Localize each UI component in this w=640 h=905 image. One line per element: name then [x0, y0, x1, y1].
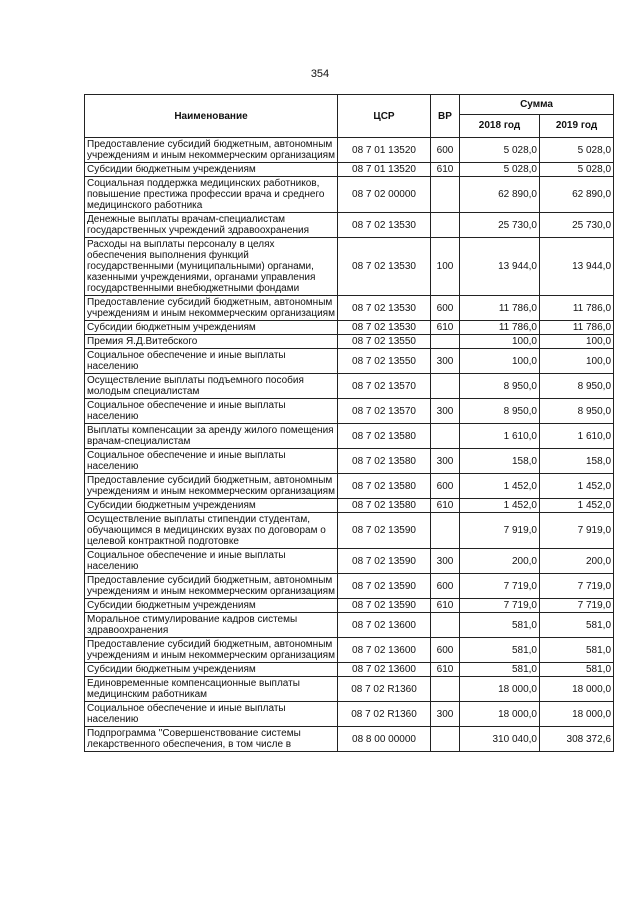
table-row	[85, 513, 614, 549]
row-vr-cell: 610	[431, 663, 460, 677]
table-row	[85, 613, 614, 638]
budget-table	[84, 94, 614, 752]
row-csr-cell: 08 7 02 13590	[338, 549, 431, 574]
row-name-cell: Социальное обеспечение и иные выплаты населению	[85, 549, 338, 574]
row-amount-2018-cell: 18 000,0	[460, 702, 540, 727]
table-row	[85, 335, 614, 349]
row-csr-cell: 08 7 02 13590	[338, 574, 431, 599]
row-vr-cell	[431, 727, 460, 752]
row-csr-cell: 08 7 02 13580	[338, 449, 431, 474]
row-csr-cell: 08 7 02 13550	[338, 335, 431, 349]
row-csr-cell: 08 7 02 13570	[338, 399, 431, 424]
row-name-cell: Предоставление субсидий бюджетным, автономным учреждениям и иным некоммерческим организациям	[85, 138, 338, 163]
table-row	[85, 374, 614, 399]
row-csr-cell: 08 7 02 R1360	[338, 677, 431, 702]
table-row	[85, 349, 614, 374]
row-amount-2019-cell: 13 944,0	[540, 238, 614, 296]
row-name-cell: Премия Я.Д.Витебского	[85, 335, 338, 349]
table-body	[85, 138, 614, 752]
row-csr-cell: 08 7 02 13580	[338, 474, 431, 499]
row-amount-2019-cell: 7 719,0	[540, 599, 614, 613]
row-amount-2018-cell: 1 452,0	[460, 499, 540, 513]
row-vr-cell: 600	[431, 138, 460, 163]
row-amount-2018-cell: 158,0	[460, 449, 540, 474]
row-amount-2018-cell: 13 944,0	[460, 238, 540, 296]
row-amount-2018-cell: 1 610,0	[460, 424, 540, 449]
row-amount-2018-cell: 100,0	[460, 335, 540, 349]
row-vr-cell	[431, 335, 460, 349]
row-name-cell: Социальное обеспечение и иные выплаты населению	[85, 449, 338, 474]
row-vr-cell: 300	[431, 449, 460, 474]
row-amount-2018-cell: 7 919,0	[460, 513, 540, 549]
row-amount-2018-cell: 7 719,0	[460, 574, 540, 599]
row-amount-2018-cell: 8 950,0	[460, 399, 540, 424]
row-csr-cell: 08 7 02 R1360	[338, 702, 431, 727]
row-amount-2019-cell: 18 000,0	[540, 702, 614, 727]
row-amount-2019-cell: 581,0	[540, 663, 614, 677]
row-amount-2018-cell: 18 000,0	[460, 677, 540, 702]
row-csr-cell: 08 7 02 13600	[338, 638, 431, 663]
row-csr-cell: 08 7 02 13600	[338, 613, 431, 638]
row-amount-2019-cell: 11 786,0	[540, 296, 614, 321]
row-vr-cell	[431, 613, 460, 638]
row-name-cell: Субсидии бюджетным учреждениям	[85, 163, 338, 177]
row-name-cell: Социальное обеспечение и иные выплаты населению	[85, 399, 338, 424]
row-vr-cell: 610	[431, 499, 460, 513]
header-year-2018: 2018 год	[460, 114, 540, 137]
row-amount-2018-cell: 100,0	[460, 349, 540, 374]
table-row	[85, 638, 614, 663]
table-row	[85, 663, 614, 677]
table-row	[85, 449, 614, 474]
table-row	[85, 163, 614, 177]
row-amount-2018-cell: 11 786,0	[460, 321, 540, 335]
row-name-cell: Социальное обеспечение и иные выплаты населению	[85, 349, 338, 374]
row-amount-2019-cell: 1 452,0	[540, 474, 614, 499]
row-amount-2019-cell: 200,0	[540, 549, 614, 574]
table-row	[85, 549, 614, 574]
row-vr-cell	[431, 213, 460, 238]
row-amount-2018-cell: 5 028,0	[460, 138, 540, 163]
row-name-cell: Выплаты компенсации за аренду жилого помещения врачам-специалистам	[85, 424, 338, 449]
row-vr-cell	[431, 374, 460, 399]
row-name-cell: Предоставление субсидий бюджетным, автономным учреждениям и иным некоммерческим организациям	[85, 638, 338, 663]
header-vr: ВР	[431, 95, 460, 138]
row-amount-2019-cell: 1 452,0	[540, 499, 614, 513]
header-name: Наименование	[85, 95, 338, 138]
row-amount-2018-cell: 8 950,0	[460, 374, 540, 399]
table-row	[85, 177, 614, 213]
row-amount-2018-cell: 581,0	[460, 663, 540, 677]
table-row	[85, 296, 614, 321]
row-amount-2019-cell: 25 730,0	[540, 213, 614, 238]
row-vr-cell: 300	[431, 399, 460, 424]
row-vr-cell: 300	[431, 702, 460, 727]
row-name-cell: Денежные выплаты врачам-специалистам государственных учреждений здравоохранения	[85, 213, 338, 238]
table-row	[85, 474, 614, 499]
row-amount-2018-cell: 310 040,0	[460, 727, 540, 752]
row-vr-cell	[431, 424, 460, 449]
row-name-cell: Подпрограмма "Совершенствование системы лекарственного обеспечения, в том числе в	[85, 727, 338, 752]
row-amount-2018-cell: 11 786,0	[460, 296, 540, 321]
row-csr-cell: 08 7 02 13530	[338, 213, 431, 238]
row-name-cell: Осуществление выплаты стипендии студентам, обучающимся в медицинских вузах по договорам о целевой контрактной подготовке	[85, 513, 338, 549]
row-csr-cell: 08 7 02 13590	[338, 513, 431, 549]
row-amount-2019-cell: 100,0	[540, 335, 614, 349]
row-amount-2019-cell: 5 028,0	[540, 138, 614, 163]
table-row	[85, 399, 614, 424]
table-row	[85, 321, 614, 335]
row-name-cell: Единовременные компенсационные выплаты медицинским работникам	[85, 677, 338, 702]
row-vr-cell: 600	[431, 638, 460, 663]
row-amount-2019-cell: 581,0	[540, 638, 614, 663]
row-vr-cell	[431, 177, 460, 213]
row-amount-2019-cell: 158,0	[540, 449, 614, 474]
row-name-cell: Моральное стимулирование кадров системы здравоохранения	[85, 613, 338, 638]
row-csr-cell: 08 7 02 13530	[338, 321, 431, 335]
row-amount-2019-cell: 100,0	[540, 349, 614, 374]
row-vr-cell	[431, 513, 460, 549]
table-row	[85, 424, 614, 449]
table-row	[85, 677, 614, 702]
row-amount-2018-cell: 7 719,0	[460, 599, 540, 613]
row-csr-cell: 08 8 00 00000	[338, 727, 431, 752]
table-row	[85, 499, 614, 513]
row-name-cell: Расходы на выплаты персоналу в целях обеспечения выполнения функций государственными (муниципальными) органами, казенными учреждениями, органами управления государственными внебюджетными фондами	[85, 238, 338, 296]
row-csr-cell: 08 7 02 13580	[338, 424, 431, 449]
row-amount-2018-cell: 25 730,0	[460, 213, 540, 238]
row-csr-cell: 08 7 02 13570	[338, 374, 431, 399]
row-vr-cell: 600	[431, 474, 460, 499]
header-csr: ЦСР	[338, 95, 431, 138]
row-vr-cell: 600	[431, 296, 460, 321]
row-name-cell: Субсидии бюджетным учреждениям	[85, 663, 338, 677]
row-amount-2018-cell: 1 452,0	[460, 474, 540, 499]
table-row	[85, 574, 614, 599]
table-row	[85, 599, 614, 613]
row-amount-2019-cell: 581,0	[540, 613, 614, 638]
row-amount-2019-cell: 5 028,0	[540, 163, 614, 177]
row-name-cell: Социальное обеспечение и иные выплаты населению	[85, 702, 338, 727]
row-name-cell: Предоставление субсидий бюджетным, автономным учреждениям и иным некоммерческим организациям	[85, 574, 338, 599]
row-name-cell: Предоставление субсидий бюджетным, автономным учреждениям и иным некоммерческим организациям	[85, 296, 338, 321]
row-vr-cell: 100	[431, 238, 460, 296]
row-csr-cell: 08 7 02 13600	[338, 663, 431, 677]
row-amount-2019-cell: 308 372,6	[540, 727, 614, 752]
row-amount-2018-cell: 5 028,0	[460, 163, 540, 177]
row-csr-cell: 08 7 01 13520	[338, 163, 431, 177]
row-name-cell: Субсидии бюджетным учреждениям	[85, 499, 338, 513]
row-vr-cell: 610	[431, 321, 460, 335]
table-row	[85, 238, 614, 296]
row-csr-cell: 08 7 02 13530	[338, 296, 431, 321]
row-amount-2018-cell: 581,0	[460, 613, 540, 638]
row-amount-2019-cell: 11 786,0	[540, 321, 614, 335]
header-sum: Сумма	[460, 95, 614, 115]
row-amount-2019-cell: 7 719,0	[540, 574, 614, 599]
row-name-cell: Субсидии бюджетным учреждениям	[85, 321, 338, 335]
table-row	[85, 138, 614, 163]
row-csr-cell: 08 7 01 13520	[338, 138, 431, 163]
row-name-cell: Социальная поддержка медицинских работников, повышение престижа профессии врача и среднего медицинского работника	[85, 177, 338, 213]
row-csr-cell: 08 7 02 13550	[338, 349, 431, 374]
row-name-cell: Предоставление субсидий бюджетным, автономным учреждениям и иным некоммерческим организациям	[85, 474, 338, 499]
row-amount-2018-cell: 200,0	[460, 549, 540, 574]
row-vr-cell: 600	[431, 574, 460, 599]
page-number: 354	[310, 68, 330, 80]
row-amount-2019-cell: 18 000,0	[540, 677, 614, 702]
row-vr-cell: 300	[431, 349, 460, 374]
row-amount-2019-cell: 1 610,0	[540, 424, 614, 449]
row-vr-cell: 610	[431, 599, 460, 613]
row-csr-cell: 08 7 02 13590	[338, 599, 431, 613]
row-name-cell: Субсидии бюджетным учреждениям	[85, 599, 338, 613]
row-csr-cell: 08 7 02 13580	[338, 499, 431, 513]
row-vr-cell	[431, 677, 460, 702]
table-row	[85, 702, 614, 727]
row-csr-cell: 08 7 02 00000	[338, 177, 431, 213]
row-amount-2018-cell: 581,0	[460, 638, 540, 663]
row-amount-2019-cell: 7 919,0	[540, 513, 614, 549]
row-csr-cell: 08 7 02 13530	[338, 238, 431, 296]
row-amount-2018-cell: 62 890,0	[460, 177, 540, 213]
row-vr-cell: 610	[431, 163, 460, 177]
row-name-cell: Осуществление выплаты подъемного пособия молодым специалистам	[85, 374, 338, 399]
row-amount-2019-cell: 62 890,0	[540, 177, 614, 213]
table-row	[85, 727, 614, 752]
table-row	[85, 213, 614, 238]
header-year-2019: 2019 год	[540, 114, 614, 137]
row-amount-2019-cell: 8 950,0	[540, 399, 614, 424]
row-vr-cell: 300	[431, 549, 460, 574]
row-amount-2019-cell: 8 950,0	[540, 374, 614, 399]
